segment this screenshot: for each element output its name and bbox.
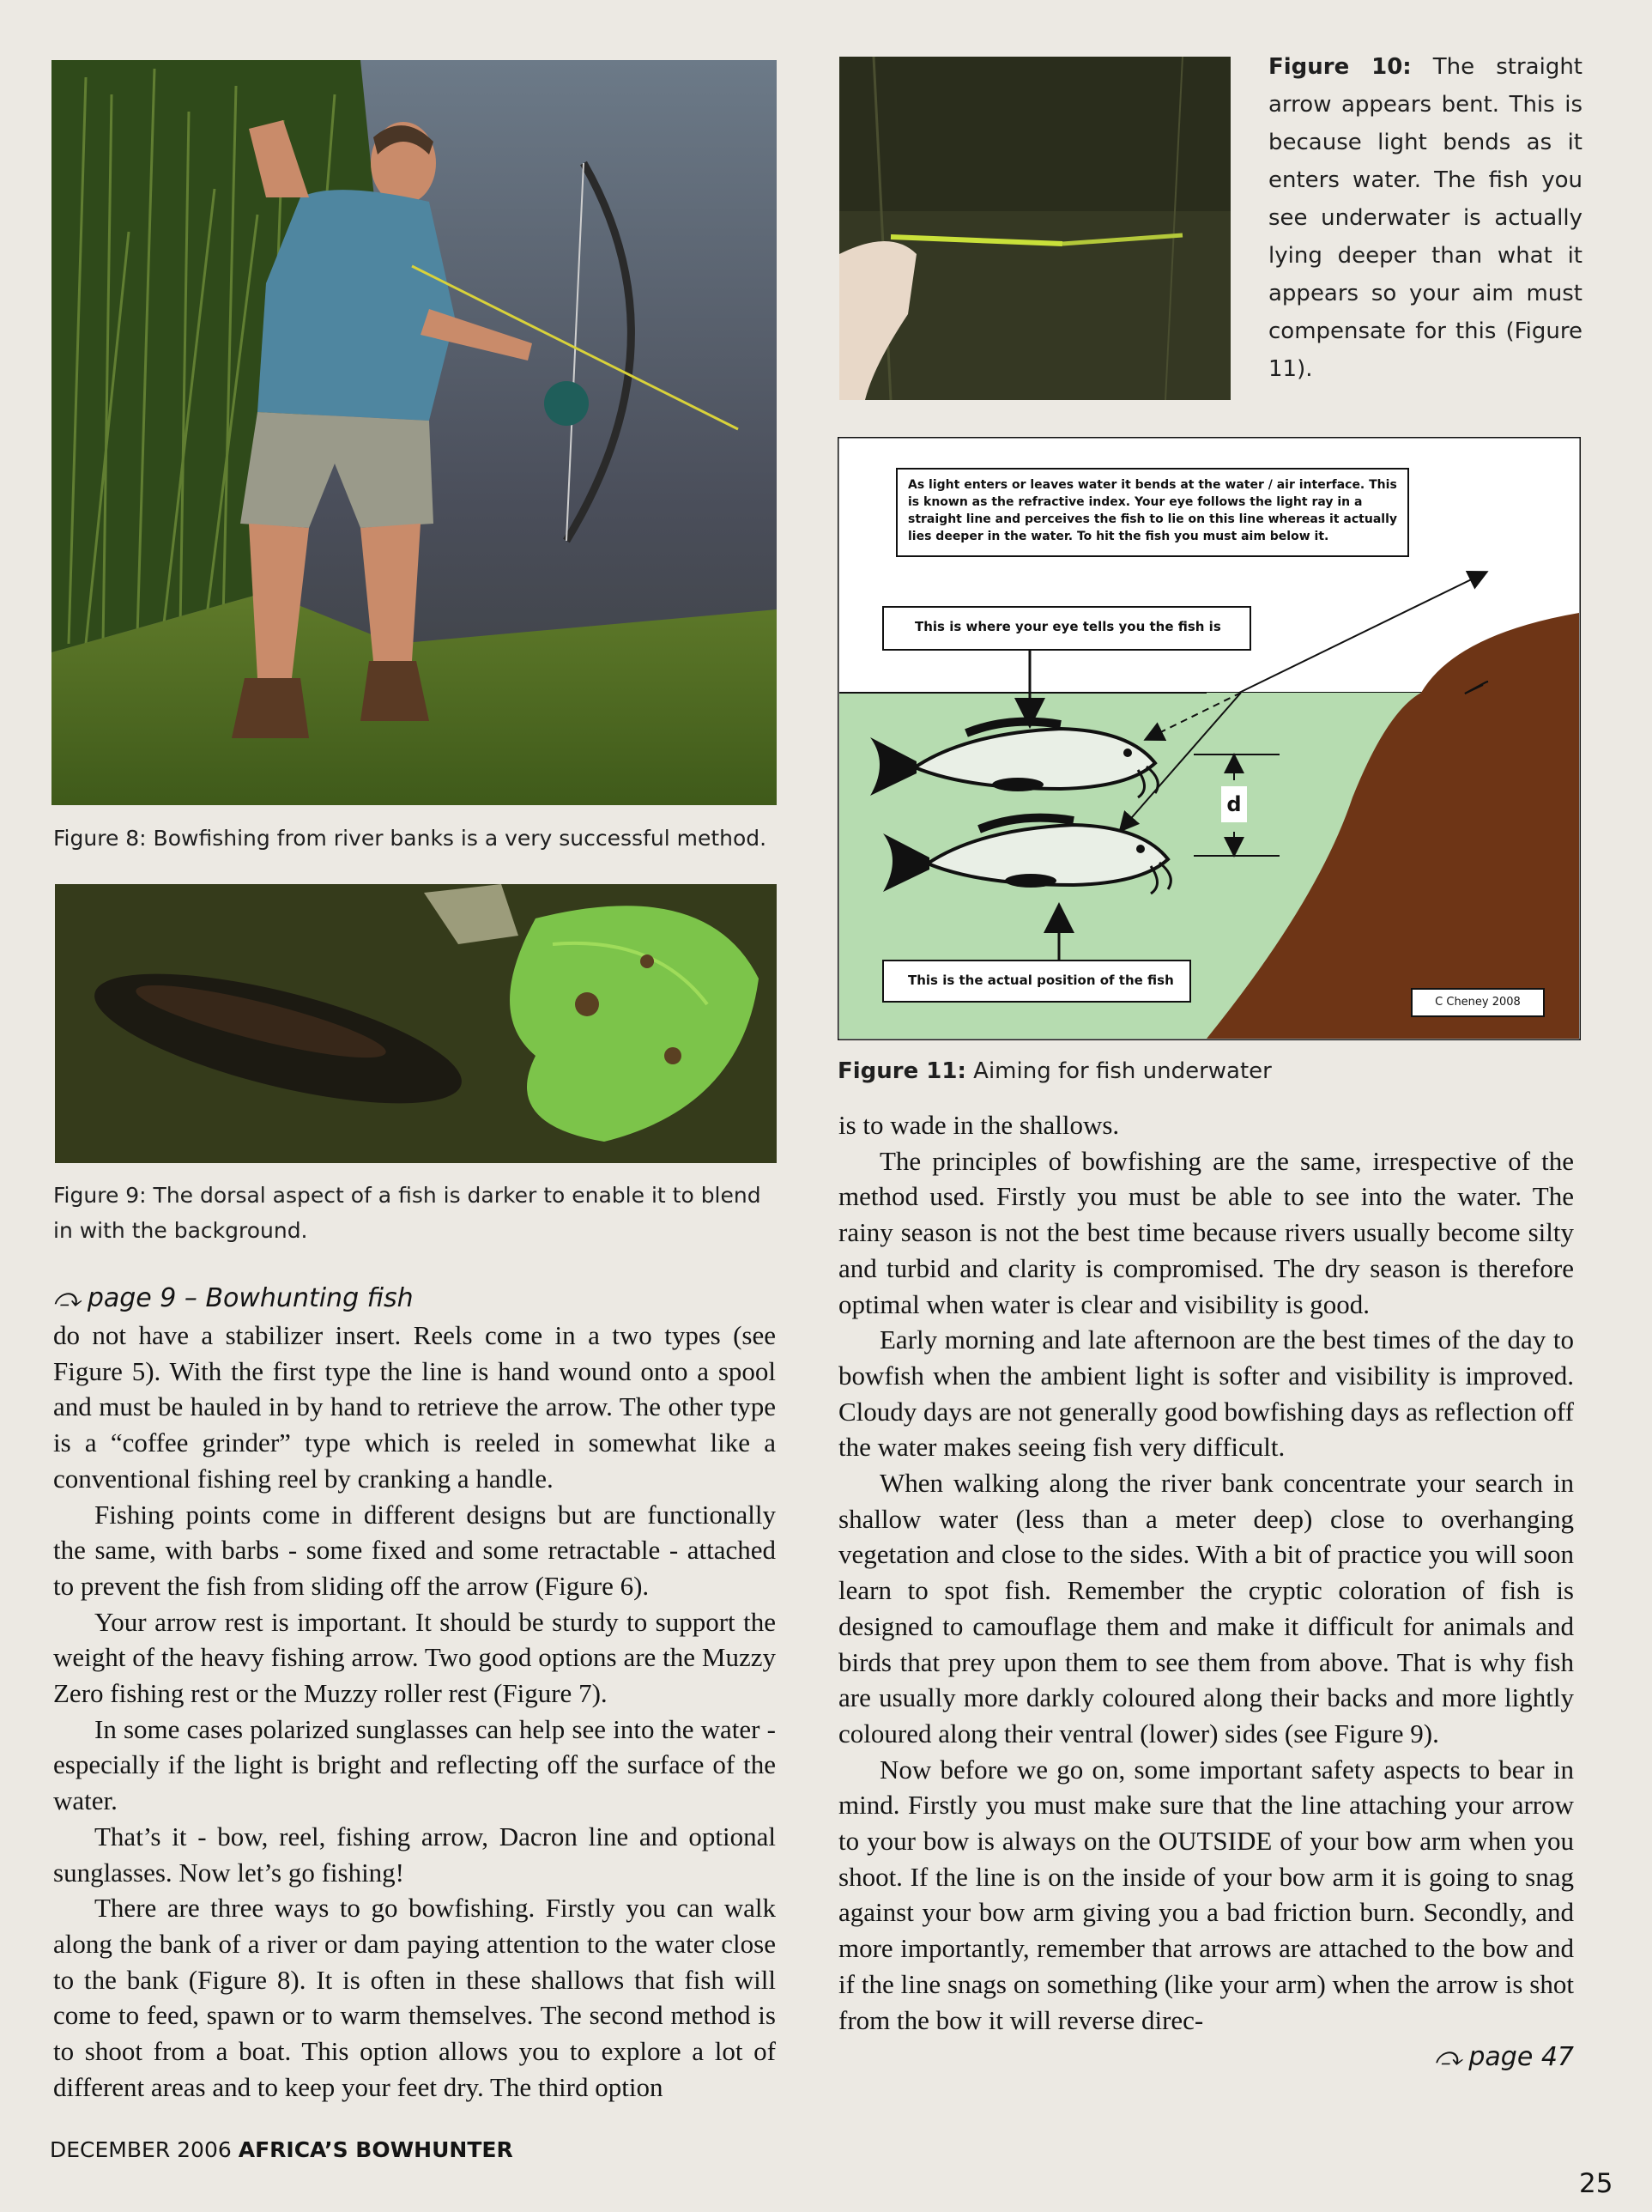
actual-position-box: This is the actual position of the fish	[882, 960, 1191, 1003]
left-paragraph: Your arrow rest is important. It should be sturdy to support the weight of the heavy fishing arrow. Two good options are the Muzzy Zero fishing rest or the Muzzy roller rest (Figure 7).	[53, 1606, 776, 1709]
left-paragraph: In some cases polarized sunglasses can help see into the water - especially if the light is bright and reflecting off the surface of the water.	[53, 1713, 776, 1816]
magazine-name: AFRICA’S BOWHUNTER	[238, 2137, 513, 2162]
figure-10-label: Figure 10:	[1268, 54, 1412, 80]
left-paragraph: That’s it - bow, reel, fishing arrow, Dacron line and optional sunglasses. Now let’s go fishing!	[53, 1821, 776, 1888]
figure-9-caption: Figure 9: The dorsal aspect of a fish is darker to enable it to blend in with the background.	[53, 1183, 761, 1243]
perceived-fish	[870, 722, 1158, 797]
right-paragraph: is to wade in the shallows.	[838, 1110, 1120, 1140]
figure-10-photo	[839, 57, 1231, 400]
figure-11-diagram	[838, 437, 1581, 1040]
refraction-info-box: As light enters or leaves water it bends at the water / air interface. This is known as the refractive index. Your eye follows the light ray in a straight line and perceives the fish to lie on this line whereas it actually lies deeper in the water. To hit the fish you must aim below it.	[896, 468, 1409, 557]
left-paragraph: do not have a stabilizer insert. Reels come in a two types (see Figure 5). With the first type the line is hand wound onto a spool and must be hauled in by hand to retrieve the arrow. The other type is a “coffee grinder” type which is reeled in somewhat like a conventional fishing reel by cranking a handle.	[53, 1320, 776, 1494]
left-column	[53, 1279, 776, 2105]
figure-8-photo	[51, 60, 777, 805]
right-paragraph: When walking along the river bank concentrate your search in shallow water (less than a meter deep) close to overhanging vegetation and close to the sides. With a bit of practice you will soon learn to spot fish. Remember the cryptic coloration of fish is designed to camouflage them and make it difficult for animals and birds that prey upon them to see them from above. That is why fish are usually more darkly coloured along their backs and more lightly coloured along their ventral (lower) sides (see Figure 9).	[838, 1468, 1574, 1748]
actual-fish	[883, 818, 1171, 894]
right-paragraph: Now before we go on, some important safety aspects to bear in mind. Firstly you must make sure that the line attaching your arrow to your bow is always on the OUTSIDE of your bow arm when you shoot. If the line is on the inside of your bow arm it is going to snag against your bow arm giving you a bad friction burn. Secondly, and more importantly, remember that arrows are attached to the bow and if the line snags on something (like your arm) when the arrow is shot from the bow it will reverse direc-	[838, 1754, 1574, 2035]
figure-11-caption	[838, 1054, 1576, 1089]
right-paragraph: The principles of bowfishing are the same, irrespective of the method used. Firstly you must be able to see into the water. The rainy season is not the best time because rivers usually become silty and turbid and clarity is compromised. The dry season is therefore optimal when water is clear and visibility is good.	[838, 1145, 1574, 1319]
depth-label: d	[1221, 786, 1247, 822]
figure-11-label: Figure 11:	[838, 1058, 966, 1084]
right-column	[838, 1107, 1574, 2076]
page-number: 25	[1579, 2168, 1613, 2199]
continued-to-label: page 47	[1468, 2042, 1574, 2073]
perceived-position-box: This is where your eye tells you the fish is	[882, 606, 1251, 651]
continued-from	[53, 1279, 776, 1318]
footer	[50, 2137, 513, 2162]
archer-icon: ⤼	[1434, 2042, 1462, 2073]
figure-11-text: Aiming for fish underwater	[973, 1058, 1272, 1084]
archer-icon: ⤼	[53, 1283, 82, 1313]
figure-10-caption	[1268, 48, 1582, 388]
figure-9-photo	[55, 884, 777, 1163]
right-paragraph: Early morning and late afternoon are the best times of the day to bowfish when the ambient light is softer and visibility is improved. Cloudy days are not generally good bowfishing days as reflection off the water makes seeing fish very difficult.	[838, 1324, 1574, 1463]
figure-8-caption: Figure 8: Bowfishing from river banks is a very successful method.	[53, 826, 767, 851]
left-paragraph: Fishing points come in different designs but are functionally the same, with barbs - some fixed and some retractable - attached to prevent the fish from sliding off the arrow (Figure 6).	[53, 1499, 776, 1601]
figure-10-text: The straight arrow appears bent. This is because light bends as it enters water. The fish you see underwater is actually lying deeper than what it appears so your aim must compensate for this (Figure 11).	[1268, 54, 1582, 382]
continued-from-label: page 9 – Bowhunting fish	[87, 1283, 414, 1313]
continued-to	[838, 2038, 1574, 2076]
issue-date: DECEMBER 2006	[50, 2137, 232, 2162]
diagram-credit: C Cheney 2008	[1411, 988, 1545, 1017]
left-paragraph: There are three ways to go bowfishing. Firstly you can walk along the bank of a river or dam paying attention to the water close to the bank (Figure 8). It is often in these shallows that fish will come to feed, spawn or to warm themselves. The second method is to shoot from a boat. This option allows you to explore a lot of different areas and to keep your feet dry. The third option	[53, 1893, 776, 2102]
